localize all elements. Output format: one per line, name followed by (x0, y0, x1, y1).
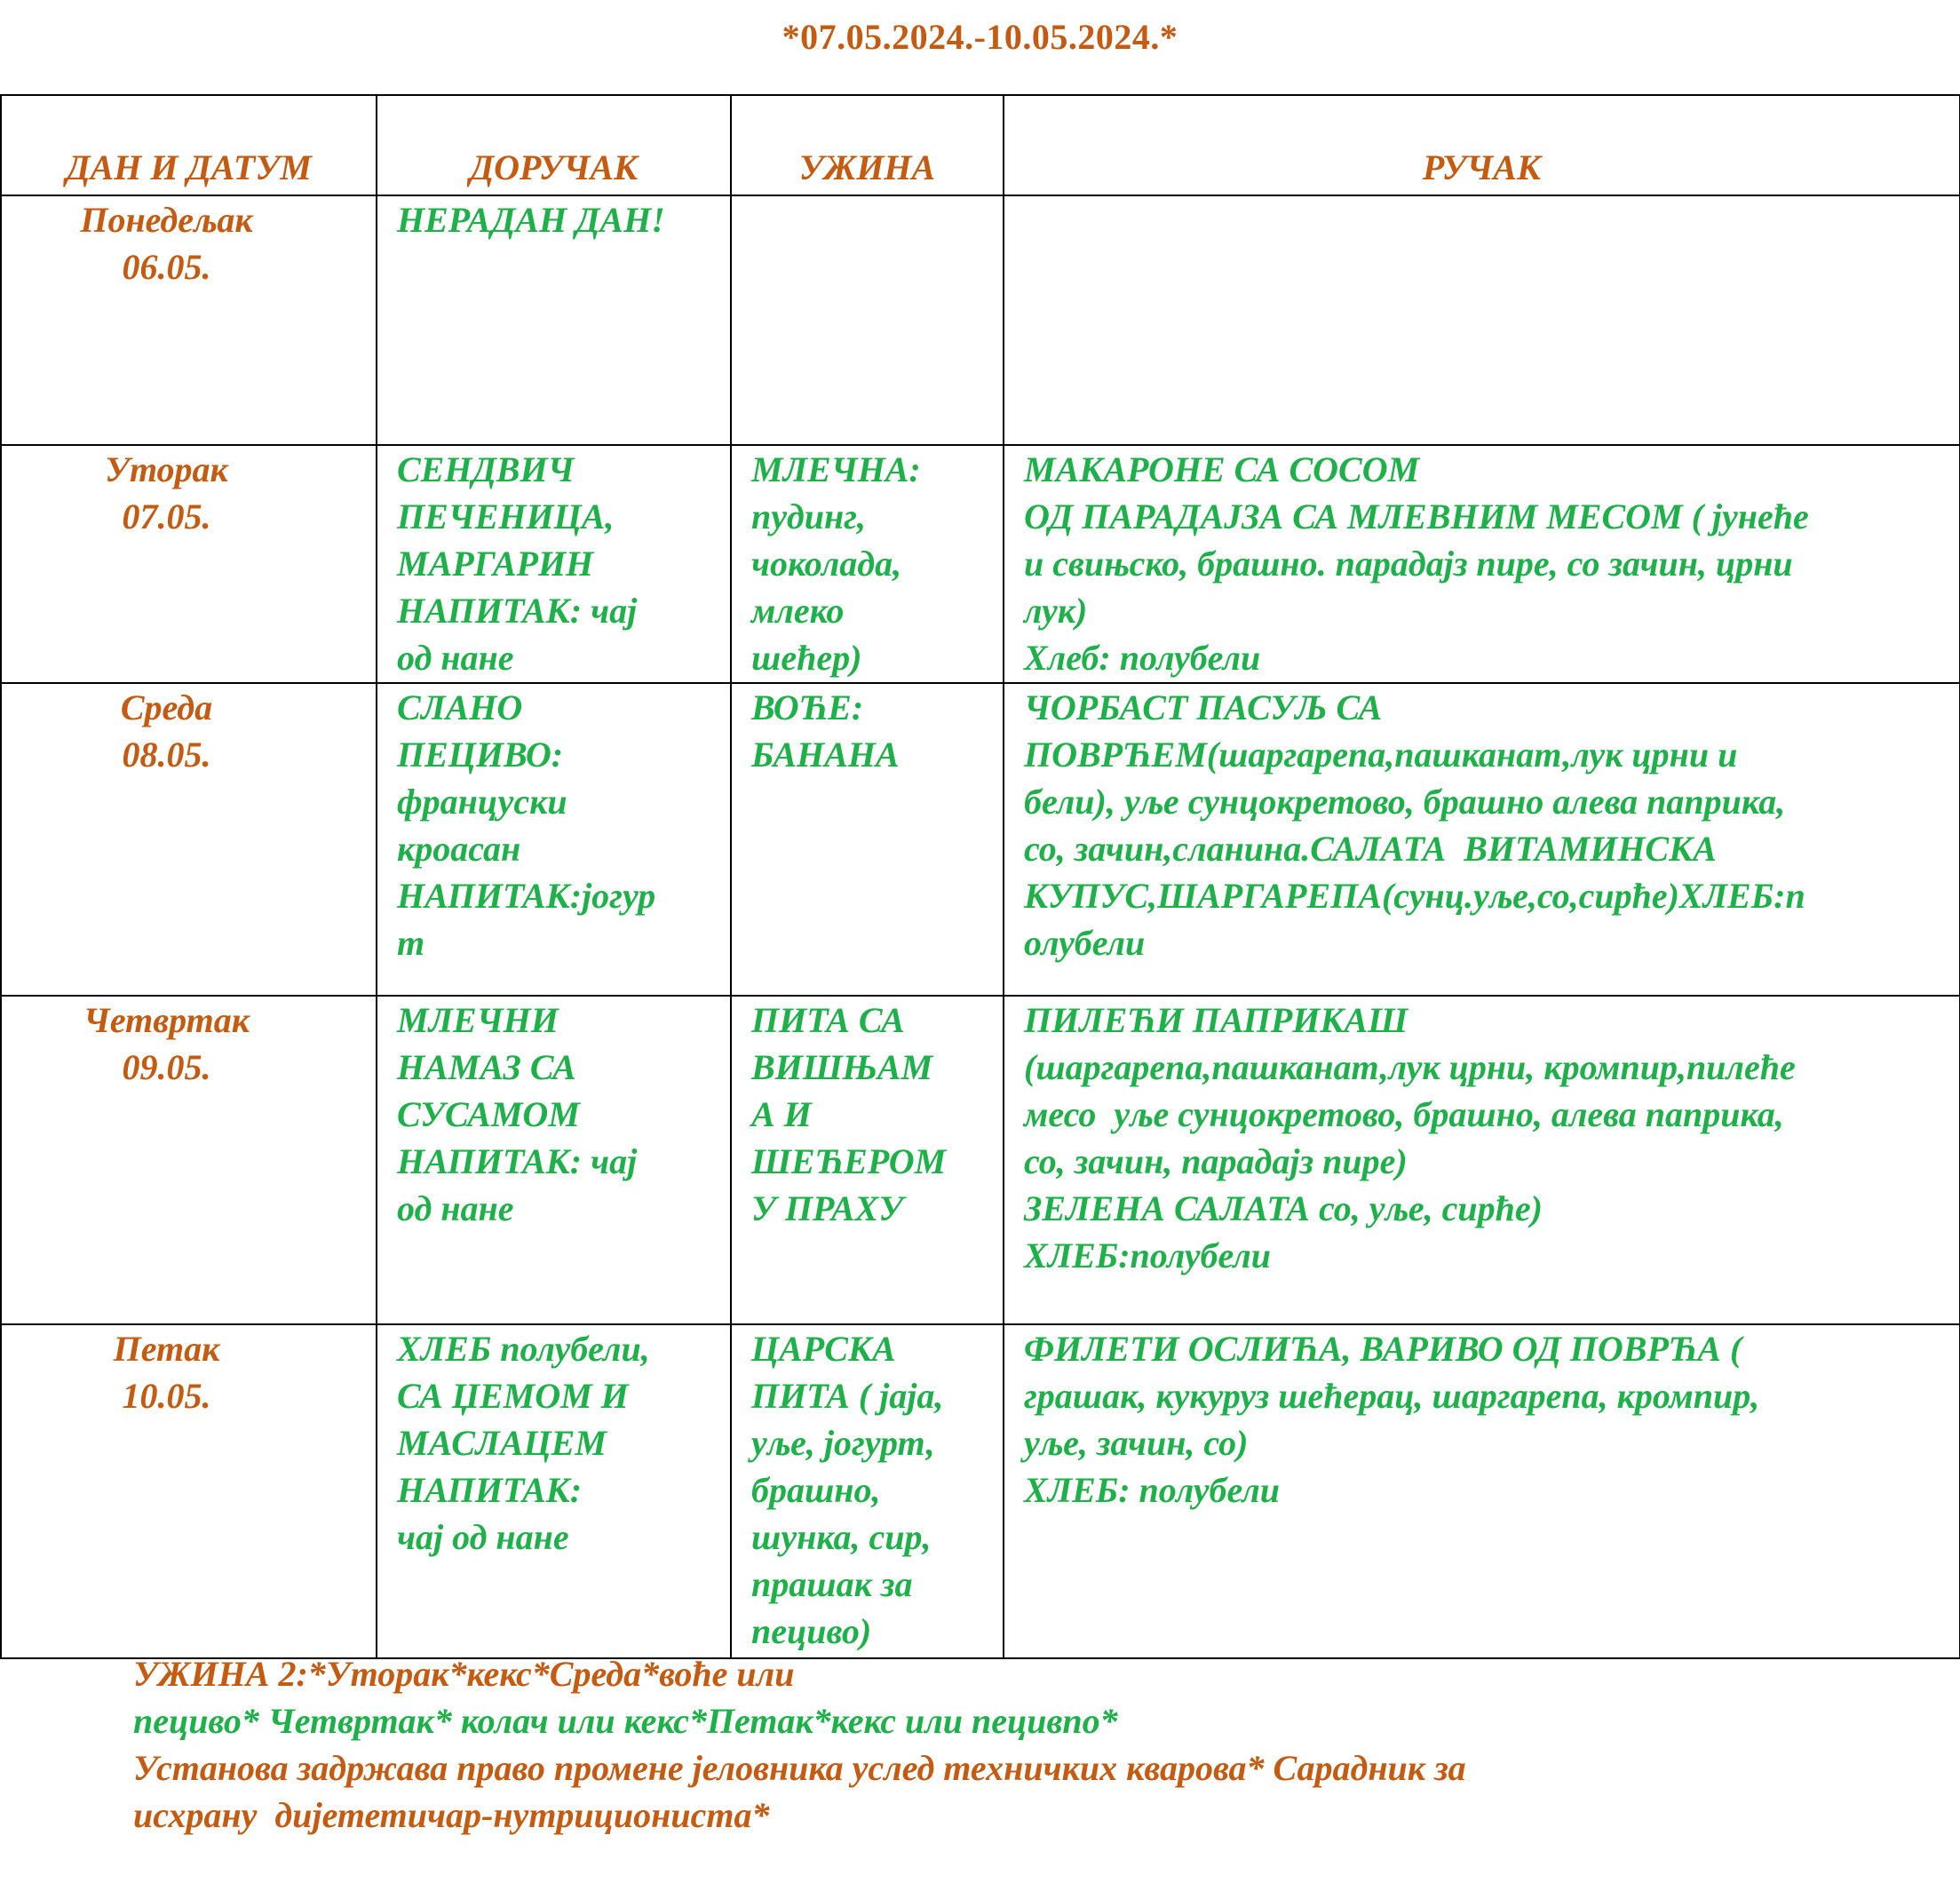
footer-disclaimer: Установа задржава право промене јеловника услед техничких кварова* Сарадник за (133, 1748, 1466, 1788)
snack-line: уље, јогурт, (751, 1423, 935, 1463)
snack-line: шећер) (751, 638, 862, 678)
day-date-cell (1, 683, 377, 996)
footer-snack2-note: УЖИНА 2:*Уторак*кекс*Среда*воће или (133, 1654, 795, 1694)
breakfast-line: НЕРАДАН ДАН! (397, 200, 665, 240)
footer-notes (133, 1650, 1466, 1839)
snack-line: шунка, сир, (751, 1517, 932, 1557)
snack-line: МЛЕЧНА: (751, 449, 921, 489)
footer-line (133, 1650, 1466, 1697)
snack-cell (731, 195, 1004, 445)
breakfast-line: т (397, 923, 425, 963)
day-name: Четвртак (83, 1000, 250, 1040)
snack-line: млеко (751, 591, 845, 631)
lunch-line: лук) (1024, 591, 1088, 631)
breakfast-line: НАПИТАК: чај (397, 1141, 638, 1181)
snack-line: прашак за (751, 1564, 913, 1604)
lunch-line: ПИЛЕЋИ ПАПРИКАШ (1024, 1000, 1409, 1040)
lunch-line: и свињско, брашно. парадајз пире, со зачин, црни (1024, 544, 1793, 584)
lunch-line: уље, зачин, со) (1024, 1423, 1249, 1463)
lunch-line: МАКАРОНЕ СА СОСОМ (1024, 449, 1420, 489)
lunch-line: ПОВРЋЕМ(шаргарепа,пашканат,лук црни и (1024, 735, 1738, 775)
breakfast-cell (377, 996, 731, 1324)
footer-signature: исхрану дијететичар-нутриционист​а* (133, 1795, 770, 1835)
breakfast-line: ХЛЕБ полубели, (397, 1329, 650, 1369)
lunch-cell (1004, 195, 1960, 445)
breakfast-line: НАПИТАК: чај (397, 591, 638, 631)
footer-line (133, 1744, 1466, 1792)
lunch-cell (1004, 1324, 1960, 1658)
breakfast-line: француски (397, 782, 567, 822)
snack-line: ШЕЋЕРОМ (751, 1141, 947, 1181)
day-date-cell (1, 195, 377, 445)
lunch-line: ХЛЕБ: полубели (1024, 1470, 1281, 1510)
menu-period-title: *07.05.2024.-10.05.2024.* (782, 17, 1178, 57)
lunch-line: со, зачин, парадајз пире) (1024, 1141, 1408, 1181)
snack-cell (731, 445, 1004, 683)
snack-cell (731, 683, 1004, 996)
footer-line (133, 1697, 1466, 1744)
snack-cell (731, 996, 1004, 1324)
breakfast-line: ПЕЦИВО: (397, 735, 564, 775)
breakfast-cell (377, 1324, 731, 1658)
table-row (1, 445, 1960, 683)
lunch-cell (1004, 683, 1960, 996)
footer-line (133, 1792, 1466, 1839)
snack-line: пециво) (751, 1611, 872, 1651)
snack-line: ЦАРСКА (751, 1329, 896, 1369)
breakfast-line: СА ЏЕМОМ И (397, 1376, 629, 1416)
day-date: 07.05. (122, 497, 211, 536)
breakfast-line: НАПИТАК:јогур (397, 876, 656, 916)
day-name: Понедељак (80, 200, 253, 240)
lunch-line: со, зачин,сланина.САЛАТА ВИТАМИНСКА (1024, 829, 1717, 869)
snack-line: ВОЋЕ: (751, 687, 864, 727)
snack-line: брашно, (751, 1470, 881, 1510)
header-lunch: РУЧАК (1004, 95, 1960, 195)
lunch-cell (1004, 445, 1960, 683)
lunch-line: (шаргарепа,пашканат,лук црни, кромпир,пилеће (1024, 1047, 1796, 1087)
day-name: Среда (120, 687, 213, 727)
footer-snack2-days: пециво* Четвртак* колач или кекс*Петак*кекс или пецивпо* (133, 1701, 1118, 1741)
day-name: Петак (113, 1329, 220, 1369)
snack-line: ПИТА ( јаја, (751, 1376, 944, 1416)
breakfast-line: од нане (397, 638, 514, 678)
breakfast-line: НАМАЗ СА (397, 1047, 576, 1087)
snack-line: ПИТА СА (751, 1000, 905, 1040)
table-row (1, 1324, 1960, 1658)
lunch-line: грашак, кукуруз шећерац, шаргарепа, кромпир, (1024, 1376, 1760, 1416)
lunch-cell (1004, 996, 1960, 1324)
snack-line: чоколада, (751, 544, 902, 584)
table-header-row (1, 95, 1960, 195)
breakfast-cell (377, 683, 731, 996)
lunch-line: олубели (1024, 923, 1146, 963)
weekly-menu-table (0, 94, 1960, 1659)
lunch-line: ЧОРБАСТ ПАСУЉ СА (1024, 687, 1383, 727)
table-row (1, 683, 1960, 996)
lunch-line: ФИЛЕТИ ОСЛИЋА, ВАРИВО ОД ПОВРЋА ( (1024, 1329, 1742, 1369)
breakfast-line: ПЕЧЕНИЦА, (397, 497, 615, 536)
lunch-line: бели), уље сунцокретово, брашно алева паприка, (1024, 782, 1786, 822)
breakfast-line: од нане (397, 1188, 514, 1228)
menu-body (1, 195, 1960, 1658)
breakfast-line: чај од нане (397, 1517, 569, 1557)
day-date: 06.05. (122, 247, 211, 287)
day-date: 08.05. (122, 735, 211, 775)
breakfast-cell (377, 195, 731, 445)
breakfast-line: кроасан (397, 829, 521, 869)
header-breakfast: ДОРУЧАК (377, 95, 731, 195)
snack-line: У ПРАХУ (751, 1188, 904, 1228)
day-date: 10.05. (122, 1376, 211, 1416)
lunch-line: ЗЕЛЕНА САЛАТА со, уље, сирће) (1024, 1188, 1543, 1228)
snack-line: пудинг, (751, 497, 866, 536)
day-date: 09.05. (122, 1047, 211, 1087)
header-day-date: ДАН И ДАТУМ (1, 95, 377, 195)
day-date-cell (1, 445, 377, 683)
breakfast-line: МАСЛАЦЕМ (397, 1423, 607, 1463)
lunch-line: ХЛЕБ:полубели (1024, 1236, 1272, 1275)
snack-cell (731, 1324, 1004, 1658)
breakfast-line: МЛЕЧНИ (397, 1000, 559, 1040)
lunch-line: месо уље сунцокретово, брашно, алева паприка, (1024, 1094, 1784, 1134)
breakfast-line: МАРГАРИН (397, 544, 594, 584)
breakfast-line: СУСАМОМ (397, 1094, 580, 1134)
snack-line: БАНАНА (751, 735, 900, 775)
lunch-line: ОД ПАРАДАЈЗА СА МЛЕВНИМ МЕСОМ ( јунеће (1024, 497, 1809, 536)
day-name: Уторак (105, 449, 228, 489)
day-date-cell (1, 996, 377, 1324)
header-snack: УЖИНА (731, 95, 1004, 195)
day-date-cell (1, 1324, 377, 1658)
lunch-line: КУПУС,ШАРГАРЕПА(сунц.уље,со,сирће)ХЛЕБ:п (1024, 876, 1805, 916)
breakfast-cell (377, 445, 731, 683)
breakfast-line: СЛАНО (397, 687, 523, 727)
table-row (1, 996, 1960, 1324)
breakfast-line: СЕНДВИЧ (397, 449, 575, 489)
snack-line: А И (751, 1094, 812, 1134)
table-row (1, 195, 1960, 445)
snack-line: ВИШЊАМ (751, 1047, 933, 1087)
breakfast-line: НАПИТАК: (397, 1470, 583, 1510)
lunch-line: Хлеб: полубели (1024, 638, 1261, 678)
